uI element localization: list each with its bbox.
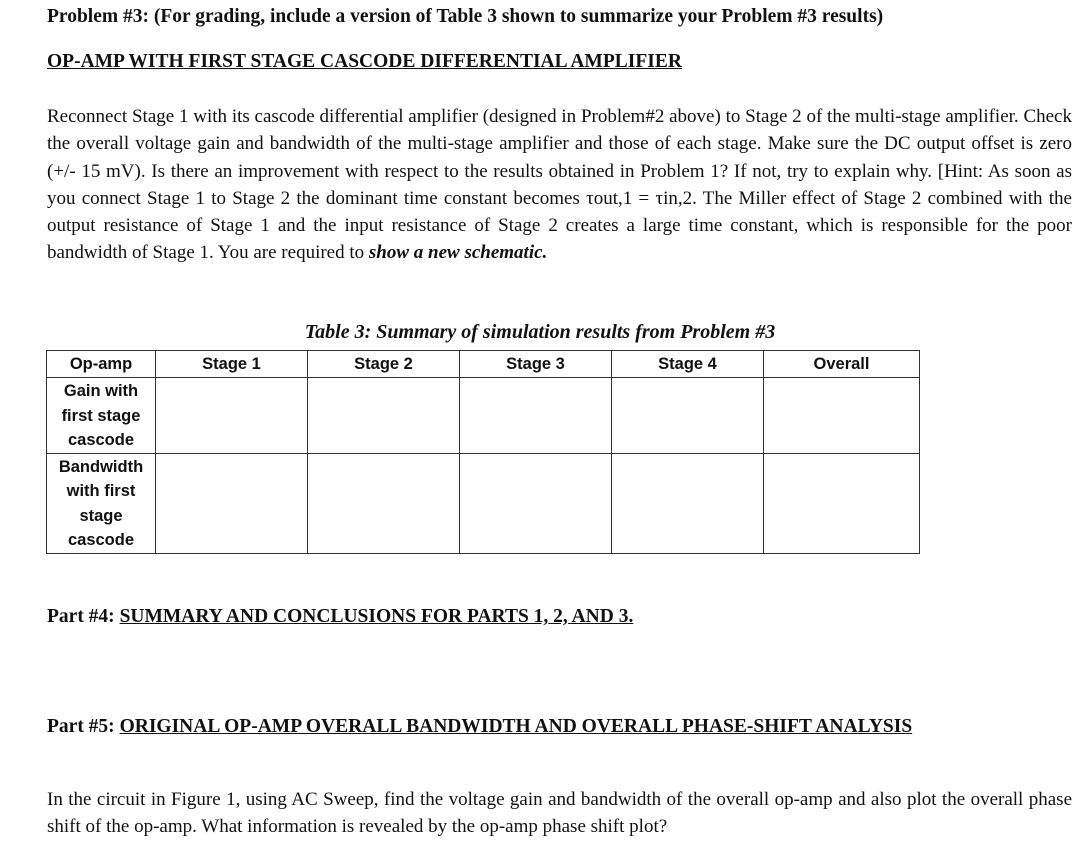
problem-paragraph	[47, 103, 1072, 267]
part5-paragraph: In the circuit in Figure 1, using AC Sweep, find the voltage gain and bandwidth of the overall op-amp and also plot the overall phase shift of the op-amp. What information is revealed by the op-amp phase shift plot?	[47, 789, 1072, 838]
table-cell	[156, 378, 308, 454]
table-cell	[156, 453, 308, 553]
table-cell	[612, 453, 764, 553]
row-label-gain: Gain with first stage cascode	[47, 378, 156, 454]
table-caption: Table 3: Summary of simulation results from Problem #3	[304, 321, 776, 343]
section-subtitle: OP-AMP WITH FIRST STAGE CASCODE DIFFERENTIAL AMPLIFIER	[47, 51, 682, 72]
table-row	[47, 378, 920, 454]
table-header-cell: Op-amp	[47, 351, 156, 378]
table-header-row	[47, 351, 920, 378]
table-header-cell: Stage 3	[460, 351, 612, 378]
table-cell	[460, 453, 612, 553]
table-header-cell: Stage 4	[612, 351, 764, 378]
part4-title: SUMMARY AND CONCLUSIONS FOR PARTS 1, 2, AND 3.	[119, 606, 634, 627]
table-cell	[308, 378, 460, 454]
table-cell	[460, 378, 612, 454]
summary-table	[46, 350, 920, 554]
problem-heading: Problem #3: (For grading, include a version of Table 3 shown to summarize your Problem #3 results)	[47, 6, 884, 27]
problem-paragraph-text: Reconnect Stage 1 with its cascode differential amplifier (designed in Problem#2 above) to Stage 2 of the multi-stage amplifier. Check the overall voltage gain and bandwidth of the multi-stage amplifier and those of each stage. Make sure the DC output offset is zero (+/- 15 mV). Is there an improvement with respect to the results obtained in Problem 1? If not, try to explain why. [Hint: As soon as you connect Stage 1 to Stage 2 the dominant time constant becomes τout,1 = τin,2. The Miller effect of Stage 2 combined with the output resistance of Stage 1 and the input resistance of Stage 2 creates a large time constant, which is responsible for the poor bandwidth of Stage 1. You are required to	[47, 106, 1072, 264]
table-header-cell: Stage 1	[156, 351, 308, 378]
table-header-cell: Overall	[764, 351, 920, 378]
table-cell	[764, 378, 920, 454]
part4-prefix: Part #4:	[47, 606, 120, 627]
problem-paragraph-emphasis: show a new schematic.	[368, 242, 548, 264]
part5-prefix: Part #5:	[47, 716, 120, 737]
row-label-bandwidth: Bandwidth with first stage cascode	[47, 453, 156, 553]
part5-heading	[47, 714, 947, 739]
table-header-cell: Stage 2	[308, 351, 460, 378]
table-cell	[308, 453, 460, 553]
table-cell	[764, 453, 920, 553]
table-cell	[612, 378, 764, 454]
part5-title: ORIGINAL OP-AMP OVERALL BANDWIDTH AND OVERALL PHASE-SHIFT ANALYSIS	[119, 716, 913, 737]
table-row	[47, 453, 920, 553]
part4-heading	[47, 606, 633, 628]
